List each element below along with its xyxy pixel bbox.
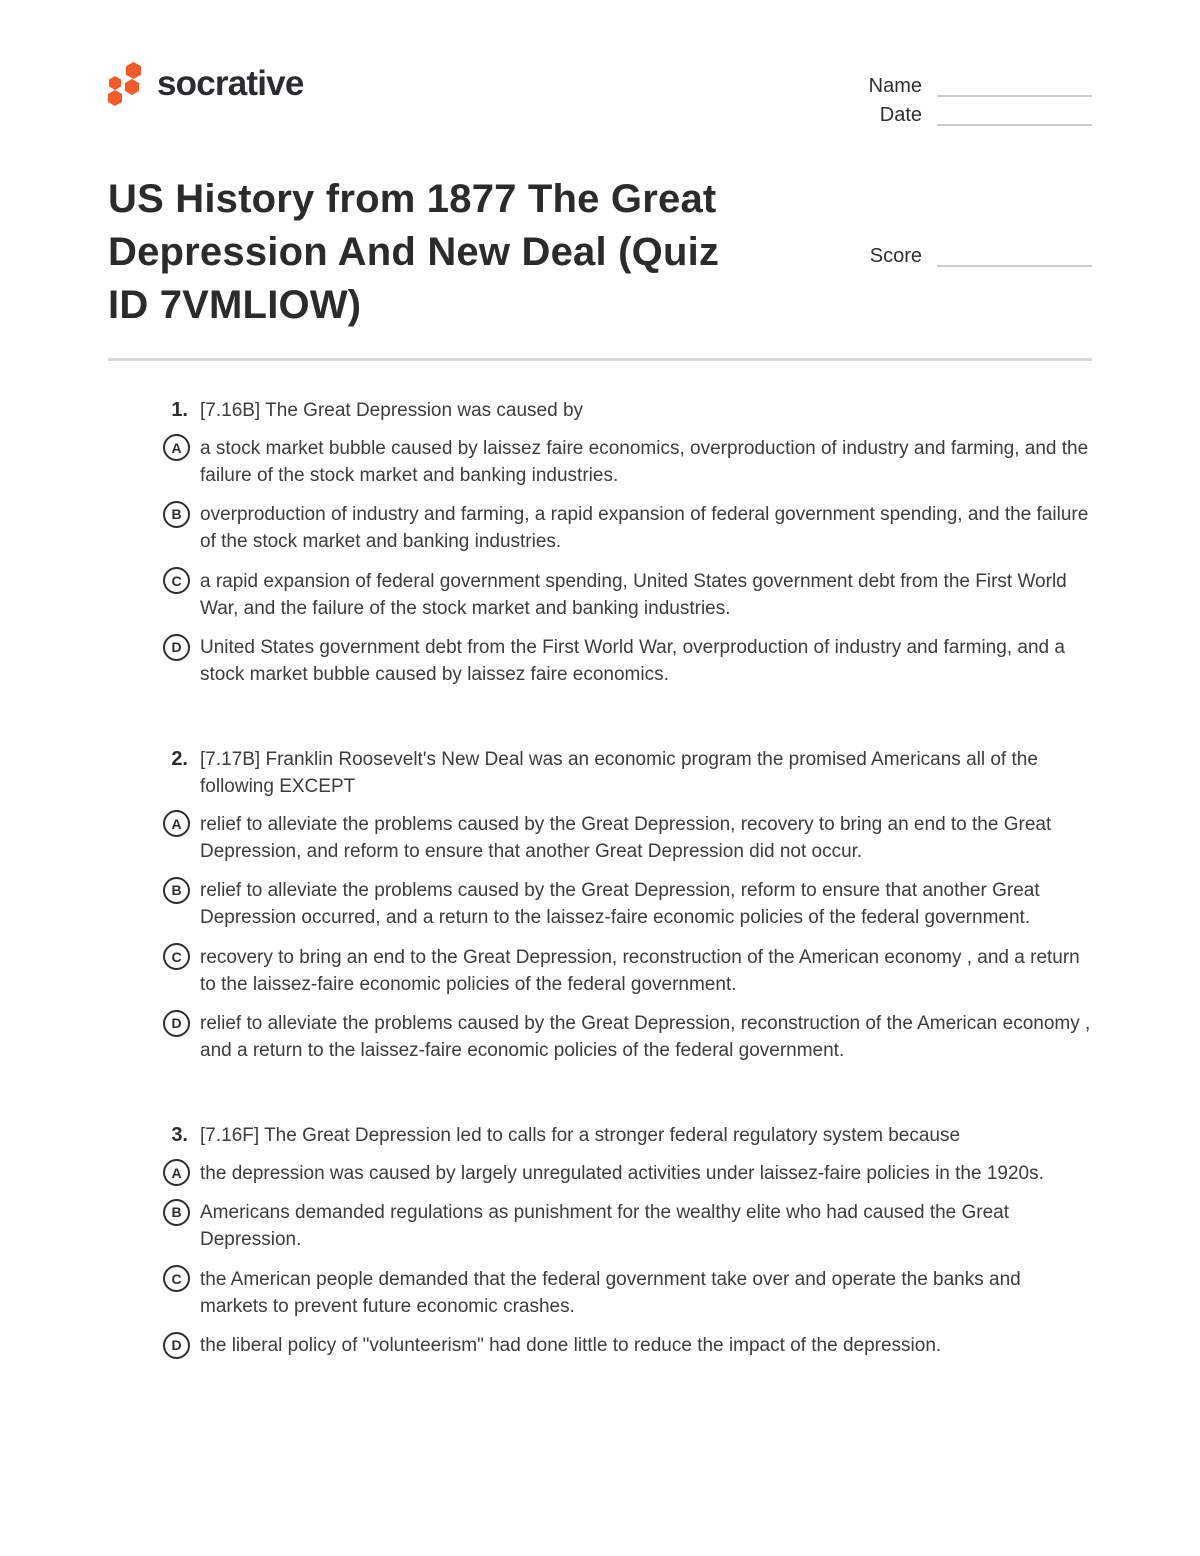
option-text: Americans demanded regulations as punishment for the wealthy elite who had caused the Great Depression.	[200, 1202, 1010, 1250]
quiz-title	[108, 173, 818, 332]
option-letter: B	[163, 501, 190, 528]
score-field-row	[870, 245, 1092, 267]
question-number: 1.	[171, 399, 188, 421]
date-label: Date	[879, 104, 922, 126]
option-letter: B	[163, 1199, 190, 1226]
answer-option	[163, 810, 1092, 865]
question-text: [7.17B] Franklin Roosevelt's New Deal was an economic program the promised Americans all of the following EXCEPT	[200, 749, 1038, 797]
option-letter: A	[163, 434, 190, 461]
option-text: the depression was caused by largely unregulated activities under laissez-faire policies in the 1920s.	[200, 1162, 1044, 1184]
name-label: Name	[868, 75, 922, 97]
quiz-title-line-2: Depression And New Deal (Quiz	[108, 230, 720, 274]
question-number: 2.	[171, 748, 188, 770]
question-item	[163, 746, 1092, 1064]
answer-option	[163, 1159, 1092, 1187]
question-header	[163, 746, 1092, 800]
answer-option	[163, 634, 1092, 689]
question-number: 3.	[171, 1124, 188, 1146]
quiz-title-line-3: ID 7VMLIOW)	[108, 283, 362, 327]
options-list	[163, 810, 1092, 1064]
questions-list	[108, 397, 1092, 1359]
quiz-title-line-1: US History from 1877 The Great	[108, 177, 717, 221]
option-letter: C	[163, 943, 190, 970]
date-field-row	[869, 104, 1092, 126]
page-header	[108, 62, 1092, 126]
option-text: United States government debt from the First World War, overproduction of industry and farming, and a stock market bubble caused by laissez faire economics.	[200, 637, 1065, 685]
hexagon-shape	[126, 62, 141, 79]
question-header	[163, 1122, 1092, 1149]
question-item	[163, 397, 1092, 688]
question-item	[163, 1122, 1092, 1359]
name-date-fields	[869, 62, 1092, 126]
socrative-wordmark: socrative	[157, 64, 304, 103]
answer-option	[163, 1265, 1092, 1320]
answer-option	[163, 567, 1092, 622]
title-section	[108, 173, 1092, 332]
option-letter: D	[163, 1010, 190, 1037]
option-text: overproduction of industry and farming, a rapid expansion of federal government spending, and the failure of the stock market and banking industries.	[200, 504, 1089, 552]
option-letter: D	[163, 1332, 190, 1359]
date-blank-line	[937, 106, 1092, 126]
question-text: [7.16F] The Great Depression led to calls for a stronger federal regulatory system because	[200, 1125, 961, 1146]
option-text: the liberal policy of "volunteerism" had done little to reduce the impact of the depression.	[200, 1335, 942, 1356]
socrative-logo	[108, 62, 304, 106]
answer-option	[163, 434, 1092, 489]
option-letter: A	[163, 1159, 190, 1186]
answer-option	[163, 1332, 1092, 1360]
option-letter: C	[163, 1265, 190, 1292]
answer-option	[163, 501, 1092, 556]
answer-option	[163, 943, 1092, 998]
option-text: a rapid expansion of federal government spending, United States government debt from the First World War, and the failure of the stock market and banking industries.	[200, 570, 1067, 619]
option-letter: D	[163, 634, 190, 661]
options-list	[163, 434, 1092, 688]
score-label: Score	[869, 245, 922, 267]
option-text: relief to alleviate the problems caused by the Great Depression, reform to ensure that another Great Depression occurred, and a return to the laissez-faire economic policies of the federal government.	[200, 880, 1040, 928]
option-letter: C	[163, 567, 190, 594]
question-text: [7.16B] The Great Depression was caused by	[200, 400, 584, 421]
answer-option	[163, 1199, 1092, 1254]
hexagon-shape	[109, 76, 121, 90]
option-letter: A	[163, 810, 190, 837]
question-header	[163, 397, 1092, 424]
options-list	[163, 1159, 1092, 1359]
option-text: relief to alleviate the problems caused by the Great Depression, recovery to bring an end to the Great Depression, and reform to ensure that another Great Depression did not occur.	[200, 813, 1052, 862]
name-field-row	[869, 75, 1092, 97]
answer-option	[163, 877, 1092, 932]
socrative-hexagons-icon	[108, 62, 142, 106]
option-letter: B	[163, 877, 190, 904]
score-blank-line	[937, 247, 1092, 267]
hexagon-shape	[125, 79, 139, 95]
answer-option	[163, 1010, 1092, 1065]
header-divider	[108, 358, 1092, 361]
option-text: a stock market bubble caused by laissez faire economics, overproduction of industry and farming, and the failure of the stock market and banking industries.	[200, 437, 1089, 486]
option-text: recovery to bring an end to the Great Depression, reconstruction of the American economy , and a return to the laissez-faire economic policies of the federal government.	[200, 946, 1080, 995]
option-text: the American people demanded that the federal government take over and operate the banks and markets to prevent future economic crashes.	[200, 1268, 1021, 1317]
name-blank-line	[937, 77, 1092, 97]
hexagon-shape	[108, 90, 122, 106]
option-text: relief to alleviate the problems caused by the Great Depression, reconstruction of the American economy , and a return to the laissez-faire economic policies of the federal government.	[200, 1013, 1091, 1061]
